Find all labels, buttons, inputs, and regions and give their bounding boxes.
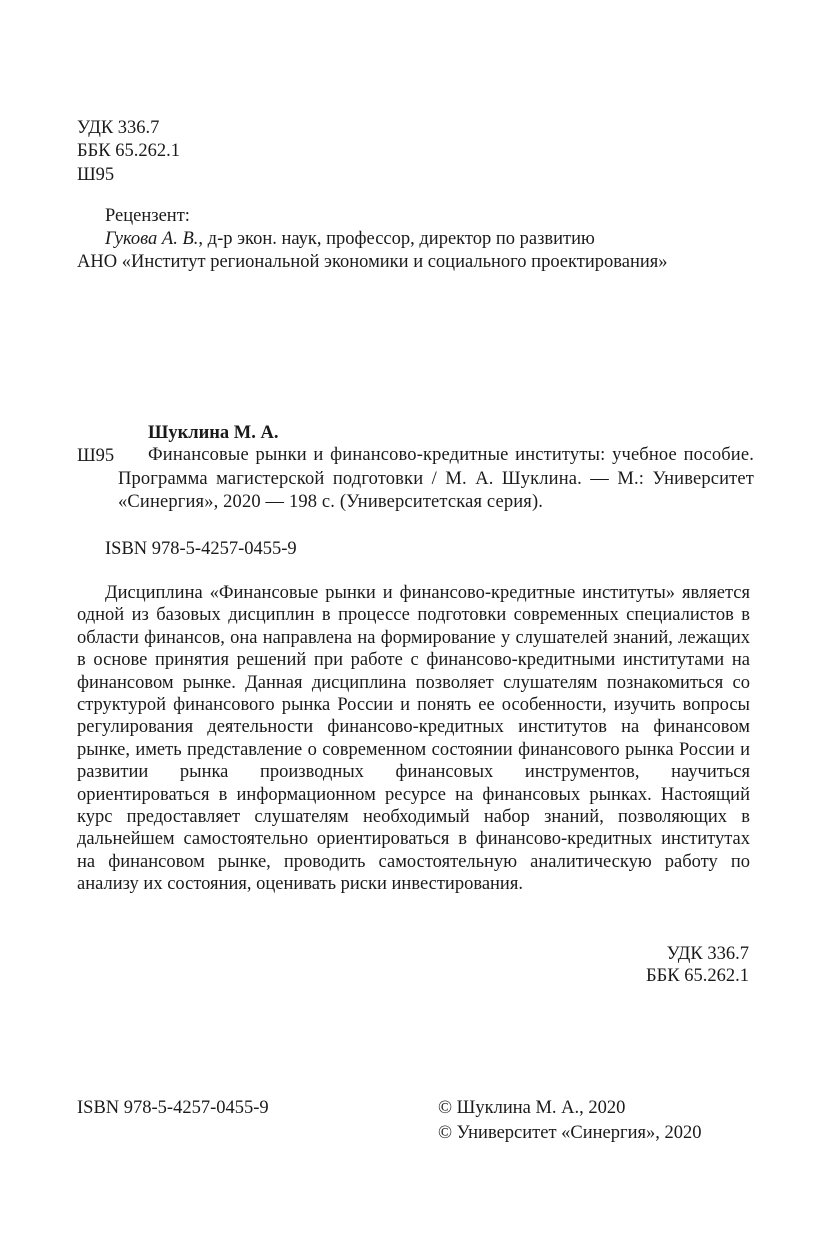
udk-code: УДК 336.7 xyxy=(77,118,160,138)
footer-isbn: ISBN 978-5-4257-0455-9 xyxy=(77,1098,269,1118)
bbk-code: ББК 65.262.1 xyxy=(77,141,180,161)
reviewer-line xyxy=(105,227,595,251)
abstract-block xyxy=(77,582,750,896)
author-mark-code: Ш95 xyxy=(77,165,115,185)
copyright-publisher: © Университет «Синергия», 2020 xyxy=(438,1123,702,1143)
bottom-udk-code: УДК 336.7 xyxy=(666,944,749,964)
catalog-description-block xyxy=(118,444,754,515)
abstract-text: Дисциплина «Финансовые рынки и финансово-кредитные институты» является одной из базовых дисциплин в процессе подготовки современных специалистов в области финансов, она направлена на формирование у слушателей знаний, лежащих в основе принятия решений при работе с финансово-кредитными институтами на финансовом рынке. Данная дисциплина позволяет слушателям познакомиться со структурой финансового рынка России и понять ее особенности, изучить вопросы регулирования деятельности финансово-кредитных институтов на финансовом рынке, иметь представление о современном состоянии финансового рынка России и развитии рынка производных финансовых инструментов, научиться ориентироваться в информационном ресурсе на финансовых рынках. Настоящий курс предоставляет слушателям необходимый набор знаний, позволяющих в дальнейшем самостоятельно ориентироваться в финансово-кредитных институтах на финансовом рынке, проводить самостоятельную аналитическую работу по анализу их состояния, оценивать риски инвестирования. xyxy=(77,583,750,895)
catalog-description: Финансовые рынки и финансово-кредитные институты: учебное пособие. Программа магистерской подготовки / М. А. Шуклина. — М.: Университет «Синергия», 2020 — 198 с. (Университетская серия). xyxy=(118,445,754,512)
catalog-code: Ш95 xyxy=(77,446,115,466)
copyright-author: © Шуклина М. А., 2020 xyxy=(438,1098,626,1118)
reviewer-label: Рецензент: xyxy=(105,206,190,226)
reviewer-credentials: , д-р экон. наук, профессор, директор по развитию xyxy=(198,229,595,249)
catalog-isbn: ISBN 978-5-4257-0455-9 xyxy=(105,539,297,559)
reviewer-name: Гукова А. В. xyxy=(105,229,199,249)
bottom-bbk-code: ББК 65.262.1 xyxy=(646,966,749,986)
reviewer-organization: АНО «Институт региональной экономики и социального проектирования» xyxy=(77,252,668,272)
catalog-author: Шуклина М. А. xyxy=(148,423,279,443)
